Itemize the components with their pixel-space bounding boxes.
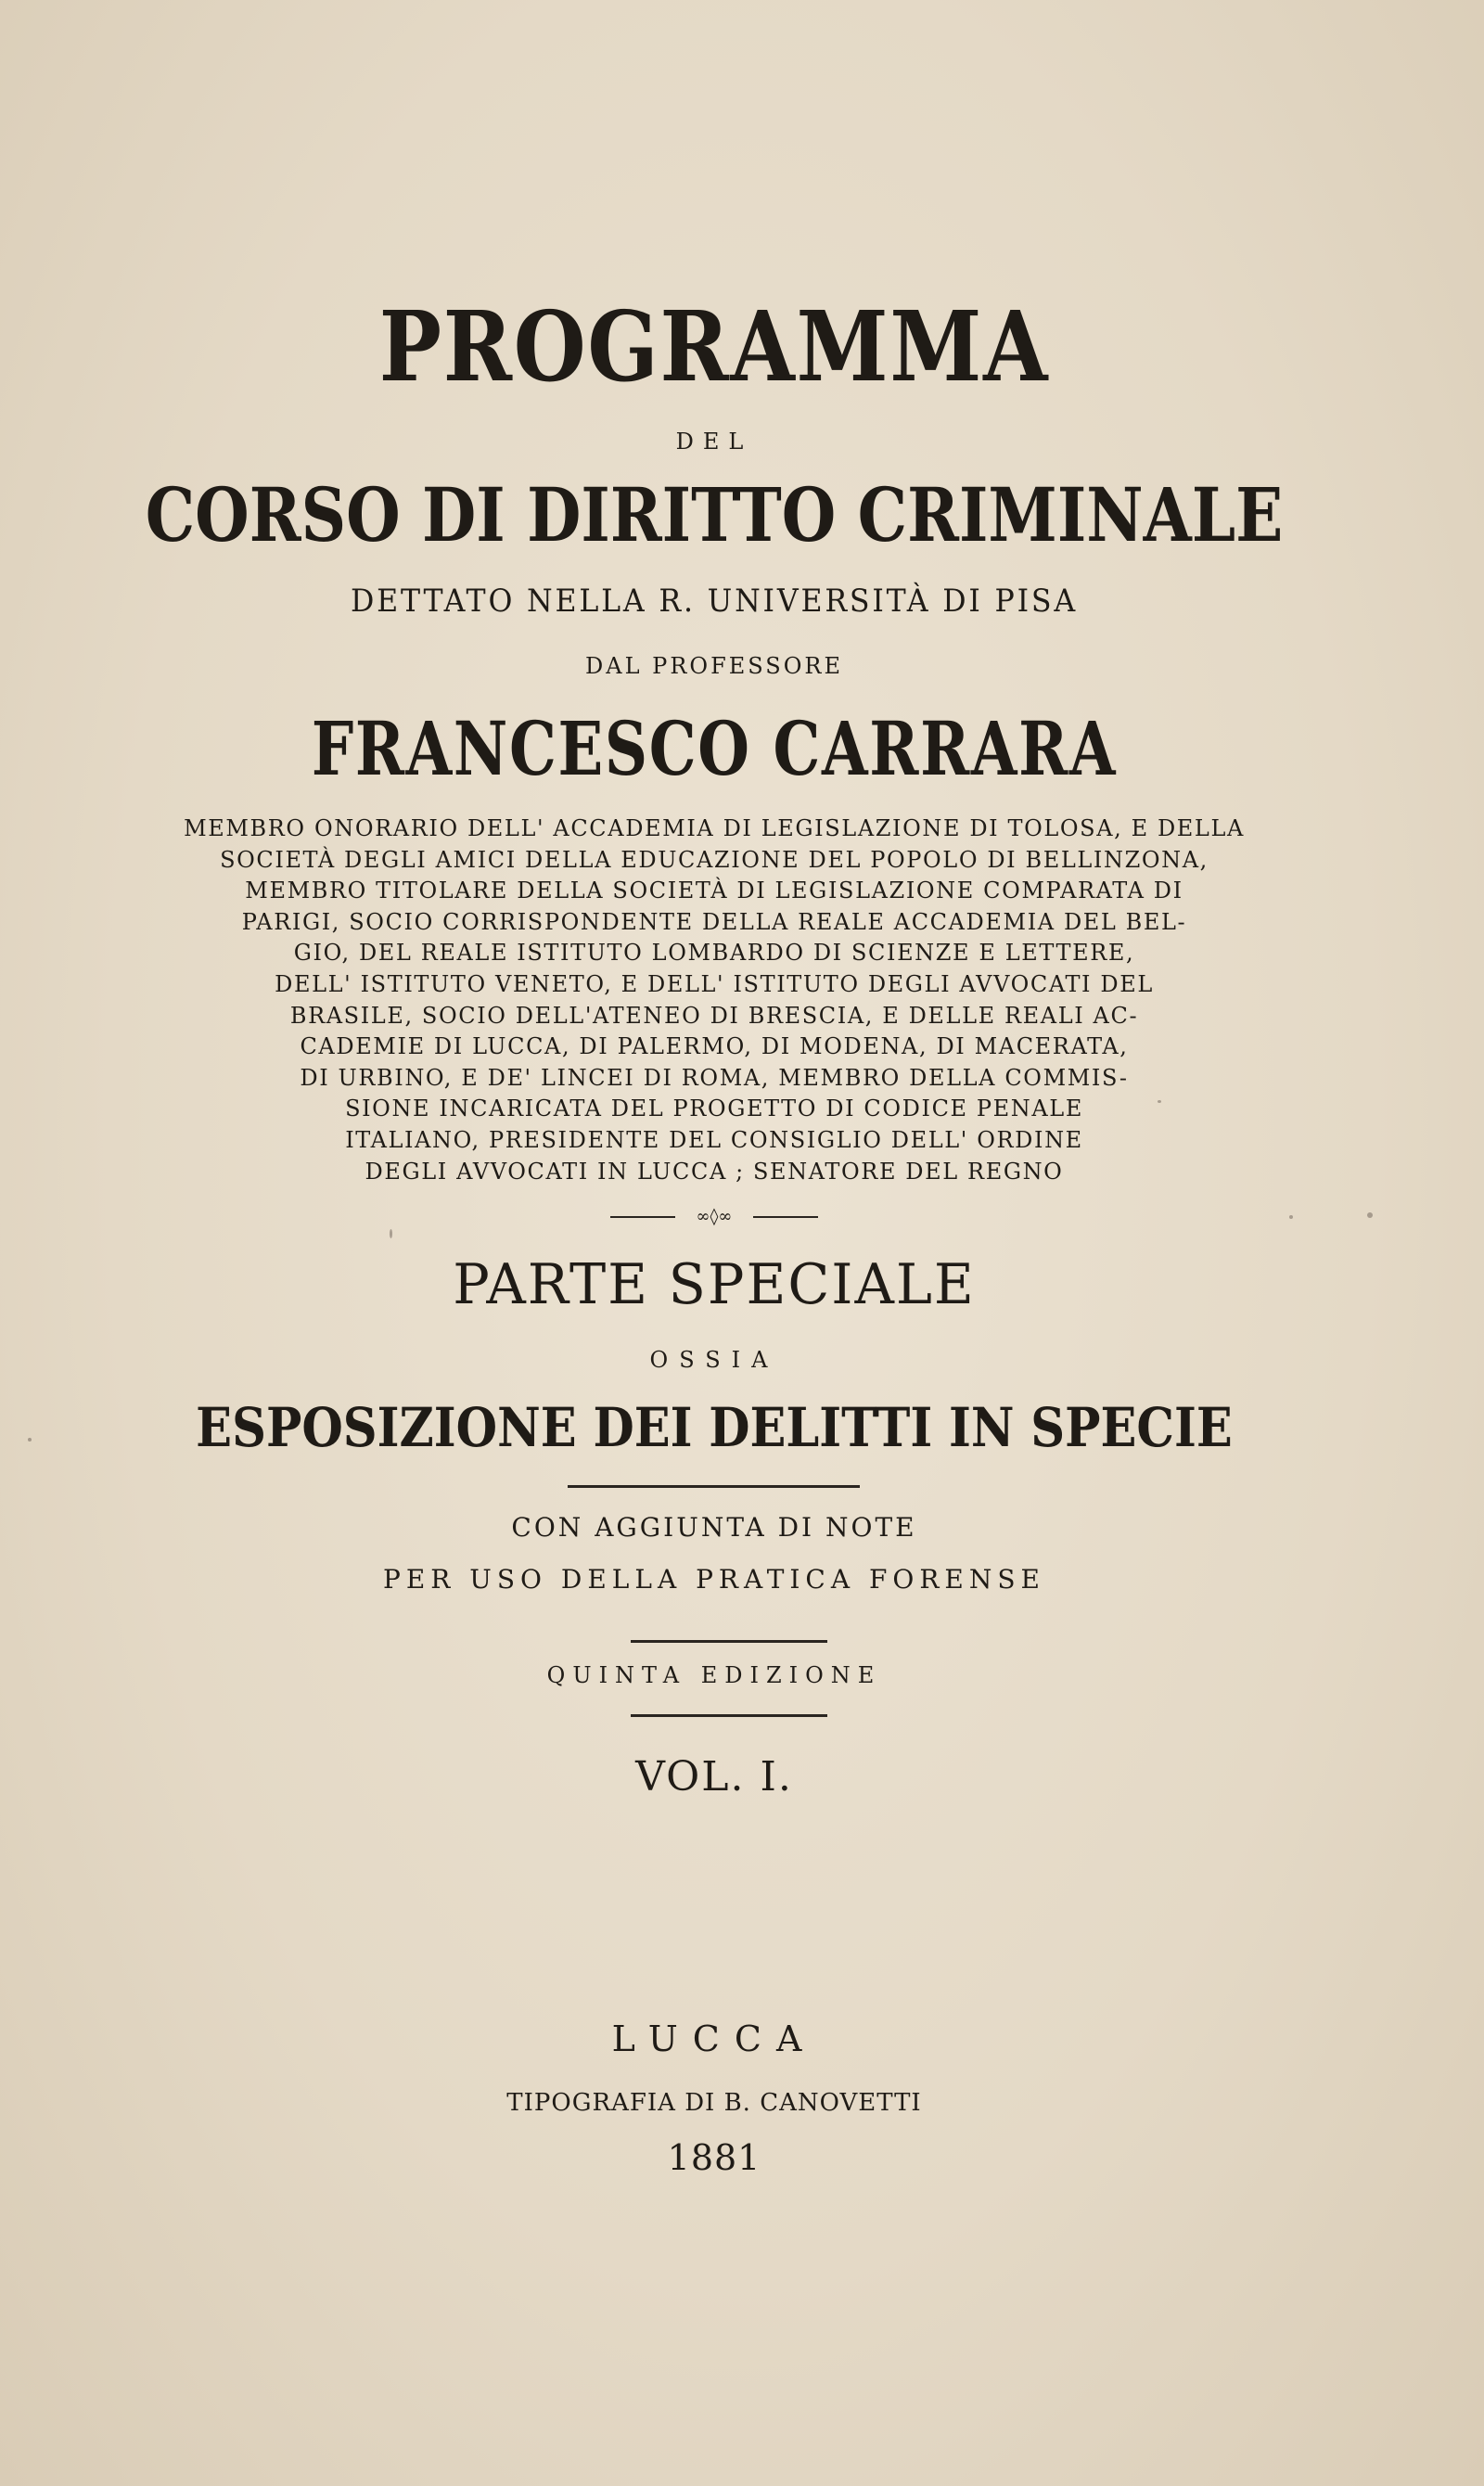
volume-number: VOL. I. (635, 1753, 793, 1800)
part-heading: PARTE SPECIALE (453, 1252, 976, 1317)
credentials-line: SOCIETÀ DEGLI AMICI DELLA EDUCAZIONE DEL POPOLO DI BELLINZONA, (220, 846, 1209, 873)
credentials-line: ITALIANO, PRESIDENTE DEL CONSIGLIO DELL' ORDINE (345, 1126, 1083, 1153)
credentials-line: BRASILE, SOCIO DELL'ATENEO DI BRESCIA, E DELLE REALI AC- (289, 1002, 1139, 1029)
ossia-connector: OSSIA (649, 1347, 779, 1373)
notes-line: CON AGGIUNTA DI NOTE (511, 1512, 917, 1543)
divider-rule (568, 1485, 860, 1488)
paper-speck (1289, 1215, 1293, 1219)
ornament-divider: ∞◊∞ (603, 1206, 825, 1228)
printer-name: TIPOGRAFIA DI B. CANOVETTI (506, 2089, 922, 2117)
paper-speck (1367, 1212, 1373, 1218)
edition-line: QUINTA EDIZIONE (546, 1662, 882, 1688)
part-subtitle: ESPOSIZIONE DEI DELITTI IN SPECIE (196, 1396, 1233, 1459)
book-subtitle: CORSO DI DIRITTO CRIMINALE (145, 471, 1284, 558)
publication-year: 1881 (667, 2137, 761, 2178)
credentials-line: CADEMIE DI LUCCA, DI PALERMO, DI MODENA, DI MACERATA, (300, 1033, 1129, 1060)
credentials-line: PARIGI, SOCIO CORRISPONDENTE DELLA REALE ACCADEMIA DEL BEL- (241, 908, 1187, 935)
dal-professore-line: DAL PROFESSORE (585, 653, 843, 679)
paper-speck (28, 1438, 32, 1442)
university-line: DETTATO NELLA R. UNIVERSITÀ DI PISA (351, 583, 1078, 620)
credentials-line: DEGLI AVVOCATI IN LUCCA ; SENATORE DEL REGNO (365, 1158, 1064, 1185)
credentials-line: DI URBINO, E DE' LINCEI DI ROMA, MEMBRO DELLA COMMIS- (300, 1064, 1129, 1091)
practice-line: PER USO DELLA PRATICA FORENSE (382, 1564, 1045, 1595)
author-name: FRANCESCO CARRARA (311, 705, 1118, 792)
divider-rule (631, 1714, 827, 1717)
author-credentials (162, 814, 1266, 1187)
paper-speck (1158, 1100, 1161, 1103)
credentials-line: MEMBRO TITOLARE DELLA SOCIETÀ DI LEGISLAZIONE COMPARATA DI (245, 878, 1183, 904)
credentials-line: DELL' ISTITUTO VENETO, E DELL' ISTITUTO DEGLI AVVOCATI DEL (275, 970, 1154, 997)
divider-rule (631, 1640, 827, 1643)
publication-city: LUCCA (611, 2018, 817, 2059)
paper-speck (390, 1229, 392, 1238)
credentials-line: GIO, DEL REALE ISTITUTO LOMBARDO DI SCIENZE E LETTERE, (293, 940, 1135, 967)
del-connector: DEL (675, 429, 753, 455)
credentials-line: MEMBRO ONORARIO DELL' ACCADEMIA DI LEGISLAZIONE DI TOLOSA, E DELLA (184, 815, 1245, 841)
credentials-line: SIONE INCARICATA DEL PROGETTO DI CODICE PENALE (345, 1096, 1083, 1122)
book-title: PROGRAMMA (378, 289, 1050, 404)
